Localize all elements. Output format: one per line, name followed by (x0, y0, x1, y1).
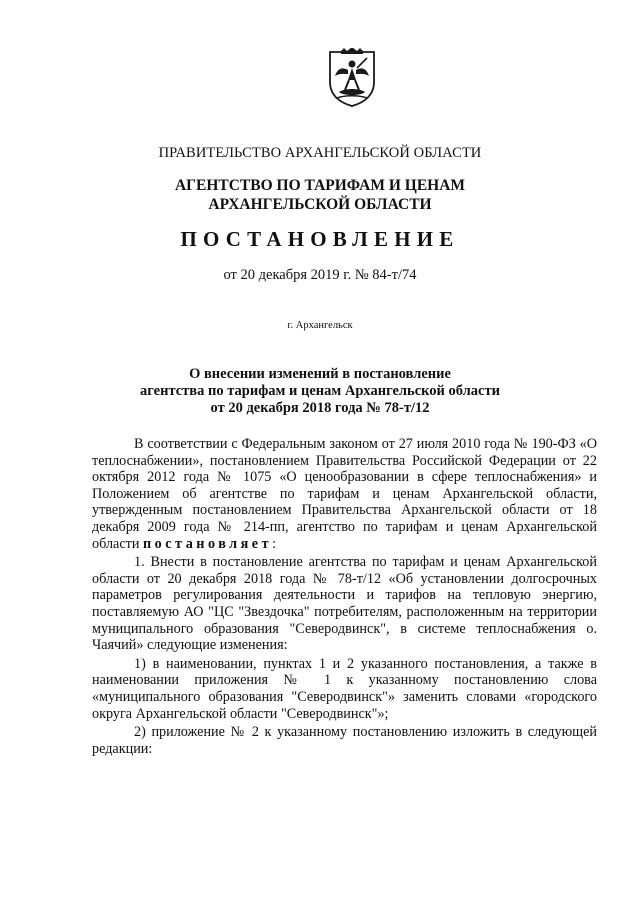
government-title: ПРАВИТЕЛЬСТВО АРХАНГЕЛЬСКОЙ ОБЛАСТИ (158, 145, 482, 161)
paragraph-item-1: 1. Внести в постановление агентства по тарифам и ценам Архангельской области от 20 декабря 2018 года № 78-т/12 «Об установлении долгосрочных параметров регулирования деятельности и тарифов на тепловую энергию, поставляемую АО "ЦС "Звездочка" потребителям, расположенным на территории муниципального образования "Северодвинск", в системе теплоснабжения о. Чаячий» следующие изменения: (92, 554, 597, 654)
paragraph-subitem-2: 2) приложение № 2 к указанному постановлению изложить в следующей редакции: (92, 724, 597, 757)
subject-line2: агентства по тарифам и ценам Архангельской области (140, 383, 500, 399)
document-type: ПОСТАНОВЛЕНИЕ (180, 227, 460, 251)
document-date-number: от 20 декабря 2019 г. № 84-т/74 (223, 267, 417, 283)
coat-of-arms-icon (327, 48, 377, 108)
paragraph-subitem-1: 1) в наименовании, пунктах 1 и 2 указанного постановления, а также в наименовании приложения № 1 к указанному постановлению слова «муниципального образования "Северодвинск"» заменить словами «городского округа Архангельской области "Северодвинск"»; (92, 655, 597, 722)
preamble-colon: : (272, 535, 277, 552)
document-body (92, 436, 597, 759)
agency-title (0, 176, 640, 214)
agency-title-line2: АРХАНГЕЛЬСКОЙ ОБЛАСТИ (208, 196, 432, 213)
paragraph-preamble (92, 436, 597, 552)
subject-line1: О внесении изменений в постановление (189, 366, 451, 382)
preamble-text: В соответствии с Федеральным законом от 27 июля 2010 года № 190-ФЗ «О теплоснабжении», постановлением Правительства Российской Федерации от 22 октября 2012 года № 1075 «О ценообразовании в сфере теплоснабжения» и Положением об агентстве по тарифам и ценам Архангельской области, утвержденным постановлением Правительства Архангельской области от 18 декабря 2009 года № 214-пп, агентство по тарифам и ценам Архангельской области (92, 436, 597, 552)
document-city: г. Архангельск (287, 320, 353, 331)
resolves-word: постановляет (142, 535, 273, 552)
document-subject (0, 366, 640, 417)
subject-line3: от 20 декабря 2018 года № 78-т/12 (210, 400, 430, 416)
agency-title-line1: АГЕНТСТВО ПО ТАРИФАМ И ЦЕНАМ (174, 177, 466, 194)
